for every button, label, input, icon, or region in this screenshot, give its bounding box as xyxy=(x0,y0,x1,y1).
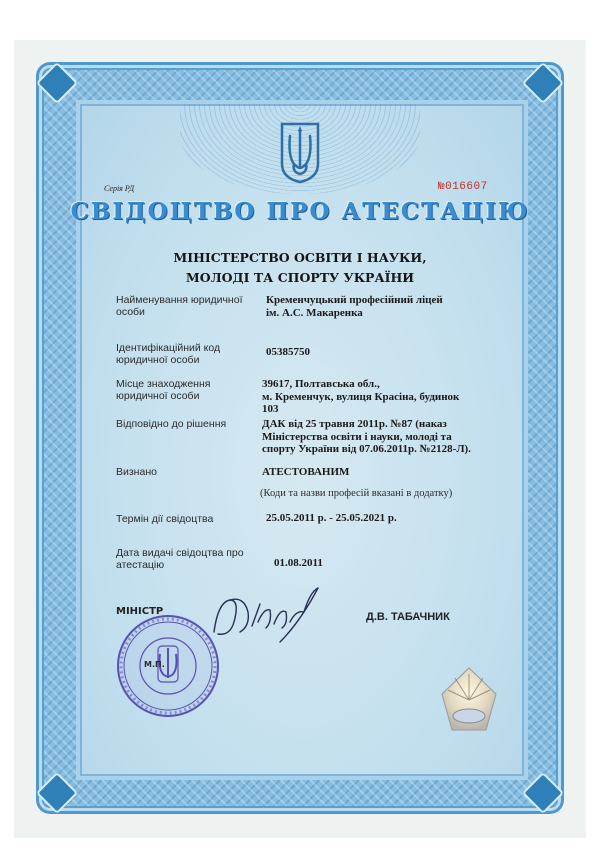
legal-name-label xyxy=(116,294,256,318)
label-line: Найменування юридичної xyxy=(116,294,243,306)
value-line: 39617, Полтавська обл., xyxy=(262,378,380,390)
minister-name: Д.В. ТАБАЧНИК xyxy=(366,611,450,623)
certificate-number: №016607 xyxy=(438,181,488,193)
label-line: юридичної особи xyxy=(116,354,200,366)
id-code-value: 05385750 xyxy=(266,346,310,358)
certificate-title: СВІДОЦТВО ПРО АТЕСТАЦІЮ xyxy=(70,198,530,225)
location-label xyxy=(116,378,256,402)
ministry-line: МІНІСТЕРСТВО ОСВІТИ І НАУКИ, xyxy=(173,250,427,265)
frame-corner-ornament xyxy=(36,772,78,814)
value-line: Кременчуцький професійний ліцей xyxy=(266,294,443,306)
value-line: м. Кременчук, вулиця Красіна, будинок xyxy=(262,390,460,403)
series-label: Серія РД xyxy=(104,184,135,193)
frame-corner-ornament xyxy=(36,62,78,104)
issue-date-value: 01.08.2011 xyxy=(274,557,323,569)
recognized-value: АТЕСТОВАНИМ xyxy=(262,466,350,478)
stamp-mark: М.П. xyxy=(144,660,165,669)
recognized-note: (Коди та назви професій вказані в додатку) xyxy=(260,488,453,499)
id-code-label xyxy=(116,342,256,366)
hologram-sticker-icon xyxy=(438,664,500,736)
label-line: Дата видачі свідоцтва про xyxy=(116,547,244,559)
value-line: ім. А.С. Макаренка xyxy=(266,306,363,319)
value-line: 103 xyxy=(262,403,279,415)
trident-emblem-icon xyxy=(278,122,322,184)
ministry-line: МОЛОДІ ТА СПОРТУ УКРАЇНИ xyxy=(185,270,415,285)
minister-title: МІНІСТР xyxy=(116,606,164,617)
frame-corner-ornament xyxy=(522,62,564,104)
label-line: Місце знаходження xyxy=(116,378,211,390)
ministry-heading xyxy=(110,248,490,288)
label-line: особи xyxy=(116,306,145,318)
value-line: ДАК від 25 травня 2011р. №87 (наказ xyxy=(262,418,447,430)
value-line: Міністерства освіти і науки, молоді та xyxy=(262,430,452,443)
decision-value xyxy=(262,418,488,456)
label-line: атестацію xyxy=(116,559,165,571)
label-line: Ідентифікаційний код xyxy=(116,342,221,354)
validity-term-value: 25.05.2011 р. - 25.05.2021 р. xyxy=(266,512,397,524)
label-line: юридичної особи xyxy=(116,390,200,402)
decision-label: Відповідно до рішення xyxy=(116,418,227,430)
validity-term-label: Термін дії свідоцтва xyxy=(116,513,214,525)
legal-name-value xyxy=(266,294,486,319)
location-value xyxy=(262,378,482,416)
value-line: спорту України від 07.06.2011р. №2128-Л). xyxy=(262,443,471,455)
ministry-stamp-seal xyxy=(114,612,222,720)
issue-date-label xyxy=(116,547,256,571)
recognized-label: Визнано xyxy=(116,466,157,478)
frame-corner-ornament xyxy=(522,772,564,814)
